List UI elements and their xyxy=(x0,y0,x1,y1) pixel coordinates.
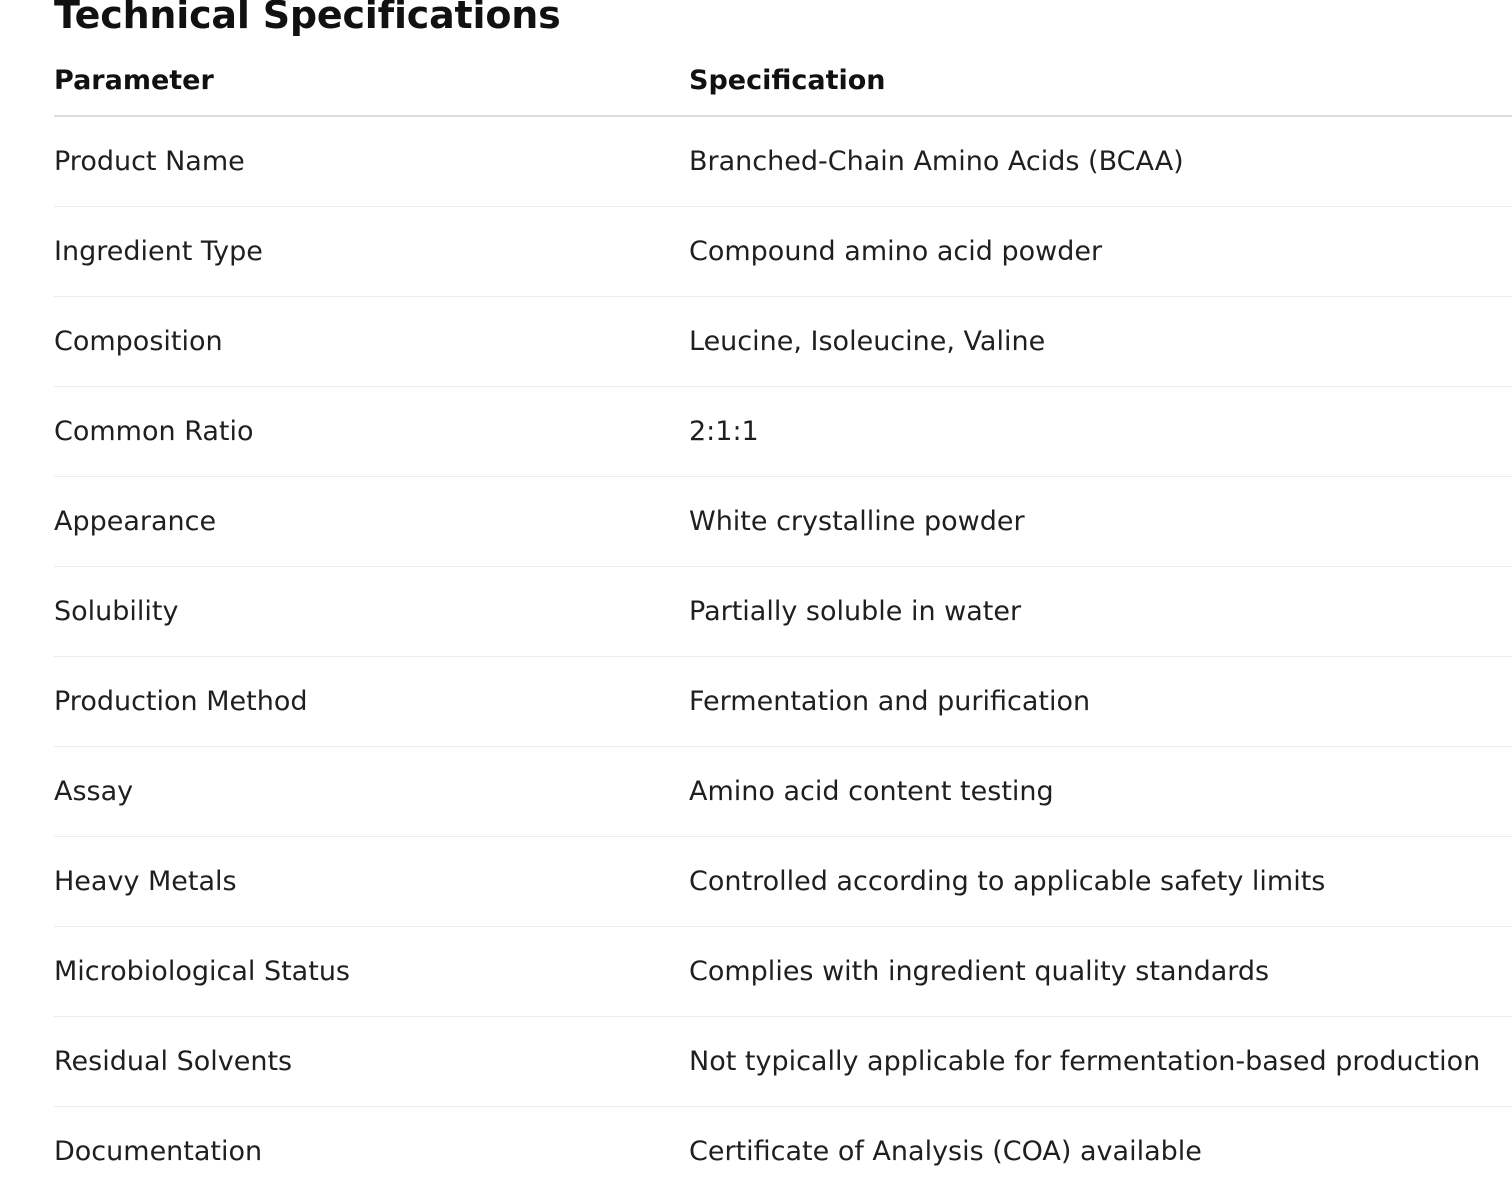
table-row xyxy=(54,567,1512,657)
parameter-cell: Residual Solvents xyxy=(54,1017,689,1107)
table-row xyxy=(54,477,1512,567)
table-row xyxy=(54,387,1512,477)
column-header-parameter: Parameter xyxy=(54,46,689,116)
specification-cell: Partially soluble in water xyxy=(689,567,1512,657)
table-row xyxy=(54,1017,1512,1107)
specification-cell: 2:1:1 xyxy=(689,387,1512,477)
table-header xyxy=(54,46,1512,116)
specification-cell: Leucine, Isoleucine, Valine xyxy=(689,297,1512,387)
table-row xyxy=(54,657,1512,747)
specification-cell: Compound amino acid powder xyxy=(689,207,1512,297)
specification-cell: Complies with ingredient quality standards xyxy=(689,927,1512,1017)
specification-cell: Amino acid content testing xyxy=(689,747,1512,837)
table-row xyxy=(54,747,1512,837)
parameter-cell: Composition xyxy=(54,297,689,387)
specification-cell: Not typically applicable for fermentation-based production xyxy=(689,1017,1512,1107)
specification-cell: Fermentation and purification xyxy=(689,657,1512,747)
column-header-specification: Specification xyxy=(689,46,1512,116)
specification-cell: Branched-Chain Amino Acids (BCAA) xyxy=(689,116,1512,207)
table-row xyxy=(54,116,1512,207)
specification-cell: Certificate of Analysis (COA) available xyxy=(689,1136,1202,1167)
table-row xyxy=(54,927,1512,1017)
parameter-cell: Appearance xyxy=(54,477,689,567)
specifications-table xyxy=(54,46,1512,1196)
table-row xyxy=(54,297,1512,387)
parameter-cell: Solubility xyxy=(54,567,689,657)
table-row xyxy=(54,207,1512,297)
header-row xyxy=(54,46,1512,116)
parameter-cell: Microbiological Status xyxy=(54,927,689,1017)
parameter-cell: Common Ratio xyxy=(54,387,689,477)
page-title: Technical Specifications xyxy=(54,0,561,37)
parameter-cell: Production Method xyxy=(54,657,689,747)
parameter-cell: Heavy Metals xyxy=(54,837,689,927)
table-body xyxy=(54,116,1512,1196)
parameter-cell: Documentation xyxy=(54,1136,263,1167)
table-row xyxy=(54,837,1512,927)
parameter-cell: Assay xyxy=(54,747,689,837)
parameter-cell: Product Name xyxy=(54,116,689,207)
specification-cell: Controlled according to applicable safety limits xyxy=(689,837,1512,927)
specification-cell: White crystalline powder xyxy=(689,477,1512,567)
table-row xyxy=(54,1107,1512,1197)
parameter-cell: Ingredient Type xyxy=(54,207,689,297)
